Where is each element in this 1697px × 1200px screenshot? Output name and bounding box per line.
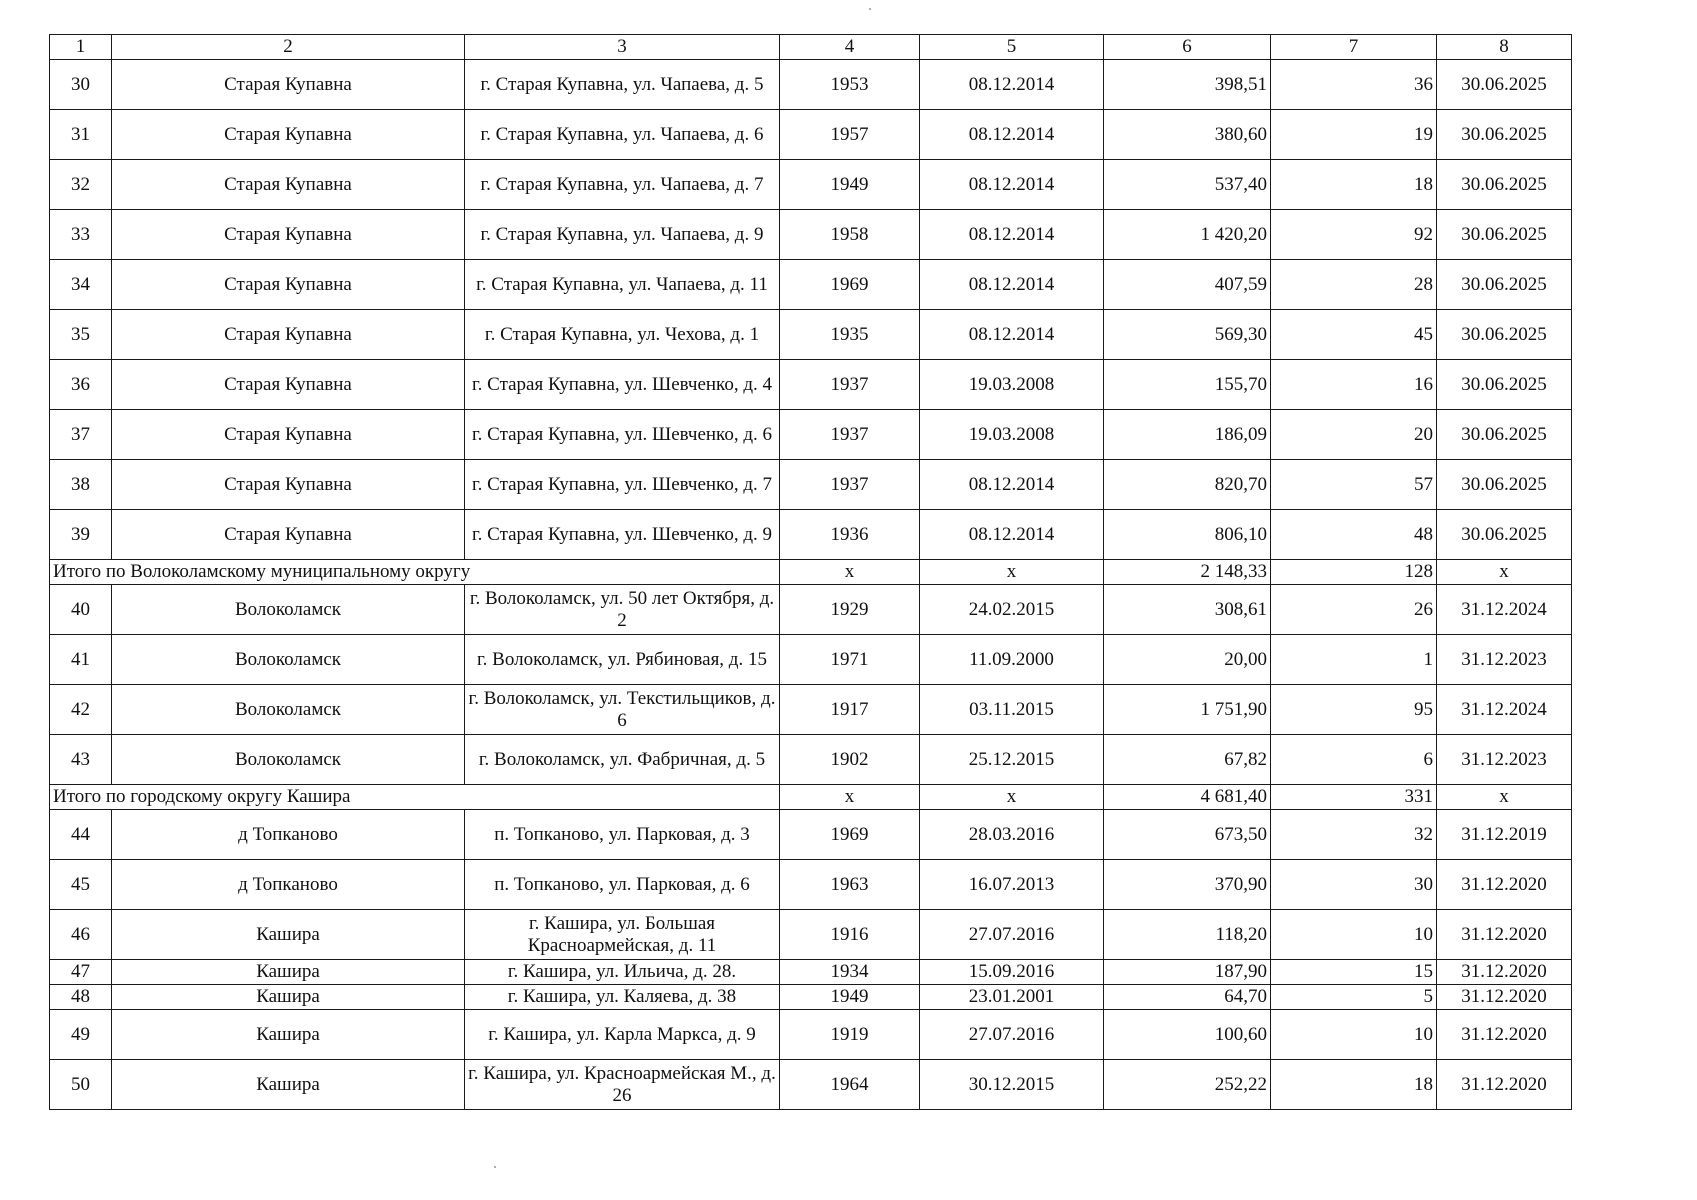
area-cell: 64,70 — [1104, 985, 1271, 1010]
residents-cell: 92 — [1271, 210, 1437, 260]
year-built-cell: 1949 — [780, 160, 920, 210]
deadline-cell: 31.12.2020 — [1437, 910, 1572, 960]
locality-cell: Старая Купавна — [112, 460, 465, 510]
area-cell: 537,40 — [1104, 160, 1271, 210]
locality-cell: Кашира — [112, 985, 465, 1010]
area-cell: 155,70 — [1104, 360, 1271, 410]
table-row — [50, 860, 1572, 910]
subtotal-label: Итого по Волоколамскому муниципальному округу — [50, 560, 780, 585]
subtotal-deadline-cell: х — [1437, 785, 1572, 810]
deadline-cell: 31.12.2024 — [1437, 585, 1572, 635]
table-row — [50, 60, 1572, 110]
locality-cell: д Топканово — [112, 860, 465, 910]
table-row — [50, 960, 1572, 985]
residents-cell: 16 — [1271, 360, 1437, 410]
residents-cell: 20 — [1271, 410, 1437, 460]
year-built-cell: 1971 — [780, 635, 920, 685]
residents-cell: 5 — [1271, 985, 1437, 1010]
row-number-cell: 47 — [50, 960, 112, 985]
date-cell: 08.12.2014 — [920, 110, 1104, 160]
year-built-cell: 1964 — [780, 1060, 920, 1110]
deadline-cell: 31.12.2023 — [1437, 635, 1572, 685]
row-number-cell: 35 — [50, 310, 112, 360]
locality-cell: Волоколамск — [112, 685, 465, 735]
table-row — [50, 210, 1572, 260]
area-cell: 1 751,90 — [1104, 685, 1271, 735]
area-cell: 67,82 — [1104, 735, 1271, 785]
table-row — [50, 1010, 1572, 1060]
row-number-cell: 37 — [50, 410, 112, 460]
year-built-cell: 1937 — [780, 460, 920, 510]
year-built-cell: 1936 — [780, 510, 920, 560]
subtotal-area-total-cell: 4 681,40 — [1104, 785, 1271, 810]
residents-cell: 28 — [1271, 260, 1437, 310]
area-cell: 252,22 — [1104, 1060, 1271, 1110]
row-number-cell: 48 — [50, 985, 112, 1010]
residents-cell: 30 — [1271, 860, 1437, 910]
subtotal-deadline-cell: х — [1437, 560, 1572, 585]
address-cell: г. Старая Купавна, ул. Шевченко, д. 9 — [465, 510, 780, 560]
year-built-cell: 1969 — [780, 260, 920, 310]
address-cell: г. Старая Купавна, ул. Шевченко, д. 4 — [465, 360, 780, 410]
area-cell: 380,60 — [1104, 110, 1271, 160]
table-row — [50, 810, 1572, 860]
date-cell: 30.12.2015 — [920, 1060, 1104, 1110]
year-built-cell: 1934 — [780, 960, 920, 985]
subtotal-date-cell: х — [920, 785, 1104, 810]
table-row — [50, 460, 1572, 510]
address-cell: г. Волоколамск, ул. Текстильщиков, д. 6 — [465, 685, 780, 735]
header-cell: 3 — [465, 35, 780, 60]
deadline-cell: 30.06.2025 — [1437, 210, 1572, 260]
date-cell: 19.03.2008 — [920, 360, 1104, 410]
residents-cell: 10 — [1271, 910, 1437, 960]
deadline-cell: 31.12.2020 — [1437, 1010, 1572, 1060]
date-cell: 08.12.2014 — [920, 510, 1104, 560]
deadline-cell: 30.06.2025 — [1437, 360, 1572, 410]
table-row — [50, 910, 1572, 960]
year-built-cell: 1937 — [780, 410, 920, 460]
deadline-cell: 30.06.2025 — [1437, 410, 1572, 460]
address-cell: г. Старая Купавна, ул. Чапаева, д. 5 — [465, 60, 780, 110]
year-built-cell: 1919 — [780, 1010, 920, 1060]
row-number-cell: 50 — [50, 1060, 112, 1110]
residents-cell: 15 — [1271, 960, 1437, 985]
table-row — [50, 310, 1572, 360]
locality-cell: д Топканово — [112, 810, 465, 860]
residents-cell: 26 — [1271, 585, 1437, 635]
address-cell: г. Волоколамск, ул. 50 лет Октября, д. 2 — [465, 585, 780, 635]
address-cell: г. Кашира, ул. Красноармейская М., д. 26 — [465, 1060, 780, 1110]
date-cell: 08.12.2014 — [920, 260, 1104, 310]
row-number-cell: 49 — [50, 1010, 112, 1060]
row-number-cell: 41 — [50, 635, 112, 685]
table-row — [50, 685, 1572, 735]
locality-cell: Кашира — [112, 1010, 465, 1060]
area-cell: 20,00 — [1104, 635, 1271, 685]
address-cell: п. Топканово, ул. Парковая, д. 6 — [465, 860, 780, 910]
table-row — [50, 510, 1572, 560]
year-built-cell: 1902 — [780, 735, 920, 785]
row-number-cell: 38 — [50, 460, 112, 510]
residents-cell: 36 — [1271, 60, 1437, 110]
address-cell: г. Старая Купавна, ул. Шевченко, д. 7 — [465, 460, 780, 510]
address-cell: г. Старая Купавна, ул. Чапаева, д. 11 — [465, 260, 780, 310]
row-number-cell: 42 — [50, 685, 112, 735]
row-number-cell: 44 — [50, 810, 112, 860]
date-cell: 19.03.2008 — [920, 410, 1104, 460]
date-cell: 08.12.2014 — [920, 160, 1104, 210]
subtotal-label: Итого по городскому округу Кашира — [50, 785, 780, 810]
date-cell: 15.09.2016 — [920, 960, 1104, 985]
locality-cell: Волоколамск — [112, 585, 465, 635]
address-cell: г. Кашира, ул. Ильича, д. 28. — [465, 960, 780, 985]
table-row — [50, 1060, 1572, 1110]
subtotal-residents-total-cell: 331 — [1271, 785, 1437, 810]
locality-cell: Старая Купавна — [112, 310, 465, 360]
header-cell: 7 — [1271, 35, 1437, 60]
locality-cell: Старая Купавна — [112, 510, 465, 560]
area-cell: 407,59 — [1104, 260, 1271, 310]
year-built-cell: 1935 — [780, 310, 920, 360]
year-built-cell: 1953 — [780, 60, 920, 110]
subtotal-row — [50, 785, 1572, 810]
area-cell: 186,09 — [1104, 410, 1271, 460]
year-built-cell: 1949 — [780, 985, 920, 1010]
header-cell: 8 — [1437, 35, 1572, 60]
deadline-cell: 31.12.2020 — [1437, 1060, 1572, 1110]
header-cell: 4 — [780, 35, 920, 60]
subtotal-year-built-cell: х — [780, 785, 920, 810]
table-row — [50, 160, 1572, 210]
register-table — [49, 34, 1572, 1110]
locality-cell: Старая Купавна — [112, 210, 465, 260]
row-number-cell: 40 — [50, 585, 112, 635]
locality-cell: Старая Купавна — [112, 410, 465, 460]
row-number-cell: 32 — [50, 160, 112, 210]
date-cell: 08.12.2014 — [920, 60, 1104, 110]
address-cell: г. Старая Купавна, ул. Шевченко, д. 6 — [465, 410, 780, 460]
scan-speck — [869, 8, 871, 10]
date-cell: 28.03.2016 — [920, 810, 1104, 860]
residents-cell: 95 — [1271, 685, 1437, 735]
address-cell: г. Кашира, ул. Карла Маркса, д. 9 — [465, 1010, 780, 1060]
date-cell: 16.07.2013 — [920, 860, 1104, 910]
row-number-cell: 43 — [50, 735, 112, 785]
address-cell: п. Топканово, ул. Парковая, д. 3 — [465, 810, 780, 860]
subtotal-residents-total-cell: 128 — [1271, 560, 1437, 585]
year-built-cell: 1916 — [780, 910, 920, 960]
area-cell: 370,90 — [1104, 860, 1271, 910]
deadline-cell: 31.12.2020 — [1437, 985, 1572, 1010]
address-cell: г. Старая Купавна, ул. Чапаева, д. 7 — [465, 160, 780, 210]
table-row — [50, 735, 1572, 785]
table-row — [50, 635, 1572, 685]
address-cell: г. Кашира, ул. Каляева, д. 38 — [465, 985, 780, 1010]
date-cell: 24.02.2015 — [920, 585, 1104, 635]
residents-cell: 6 — [1271, 735, 1437, 785]
row-number-cell: 33 — [50, 210, 112, 260]
column-number-header-row — [50, 35, 1572, 60]
area-cell: 673,50 — [1104, 810, 1271, 860]
deadline-cell: 31.12.2019 — [1437, 810, 1572, 860]
table-row — [50, 110, 1572, 160]
deadline-cell: 30.06.2025 — [1437, 260, 1572, 310]
date-cell: 11.09.2000 — [920, 635, 1104, 685]
area-cell: 398,51 — [1104, 60, 1271, 110]
date-cell: 08.12.2014 — [920, 310, 1104, 360]
date-cell: 08.12.2014 — [920, 460, 1104, 510]
row-number-cell: 30 — [50, 60, 112, 110]
residents-cell: 48 — [1271, 510, 1437, 560]
address-cell: г. Старая Купавна, ул. Чапаева, д. 6 — [465, 110, 780, 160]
header-cell: 1 — [50, 35, 112, 60]
year-built-cell: 1929 — [780, 585, 920, 635]
deadline-cell: 30.06.2025 — [1437, 510, 1572, 560]
deadline-cell: 31.12.2023 — [1437, 735, 1572, 785]
scan-speck — [494, 1166, 496, 1168]
header-cell: 5 — [920, 35, 1104, 60]
date-cell: 23.01.2001 — [920, 985, 1104, 1010]
subtotal-year-built-cell: х — [780, 560, 920, 585]
locality-cell: Старая Купавна — [112, 260, 465, 310]
row-number-cell: 45 — [50, 860, 112, 910]
locality-cell: Волоколамск — [112, 735, 465, 785]
deadline-cell: 30.06.2025 — [1437, 310, 1572, 360]
table-body — [50, 35, 1572, 1110]
area-cell: 118,20 — [1104, 910, 1271, 960]
locality-cell: Старая Купавна — [112, 110, 465, 160]
address-cell: г. Кашира, ул. Большая Красноармейская, д. 11 — [465, 910, 780, 960]
header-cell: 6 — [1104, 35, 1271, 60]
locality-cell: Старая Купавна — [112, 360, 465, 410]
year-built-cell: 1957 — [780, 110, 920, 160]
locality-cell: Волоколамск — [112, 635, 465, 685]
locality-cell: Старая Купавна — [112, 160, 465, 210]
locality-cell: Кашира — [112, 960, 465, 985]
deadline-cell: 31.12.2020 — [1437, 960, 1572, 985]
area-cell: 806,10 — [1104, 510, 1271, 560]
residents-cell: 19 — [1271, 110, 1437, 160]
date-cell: 25.12.2015 — [920, 735, 1104, 785]
year-built-cell: 1969 — [780, 810, 920, 860]
address-cell: г. Волоколамск, ул. Рябиновая, д. 15 — [465, 635, 780, 685]
deadline-cell: 31.12.2020 — [1437, 860, 1572, 910]
residents-cell: 45 — [1271, 310, 1437, 360]
area-cell: 187,90 — [1104, 960, 1271, 985]
row-number-cell: 31 — [50, 110, 112, 160]
date-cell: 27.07.2016 — [920, 1010, 1104, 1060]
address-cell: г. Старая Купавна, ул. Чапаева, д. 9 — [465, 210, 780, 260]
residents-cell: 10 — [1271, 1010, 1437, 1060]
year-built-cell: 1963 — [780, 860, 920, 910]
date-cell: 08.12.2014 — [920, 210, 1104, 260]
area-cell: 820,70 — [1104, 460, 1271, 510]
deadline-cell: 30.06.2025 — [1437, 110, 1572, 160]
header-cell: 2 — [112, 35, 465, 60]
subtotal-date-cell: х — [920, 560, 1104, 585]
year-built-cell: 1958 — [780, 210, 920, 260]
row-number-cell: 34 — [50, 260, 112, 310]
area-cell: 1 420,20 — [1104, 210, 1271, 260]
table-row — [50, 410, 1572, 460]
residents-cell: 1 — [1271, 635, 1437, 685]
residents-cell: 18 — [1271, 160, 1437, 210]
area-cell: 569,30 — [1104, 310, 1271, 360]
year-built-cell: 1937 — [780, 360, 920, 410]
locality-cell: Кашира — [112, 910, 465, 960]
date-cell: 27.07.2016 — [920, 910, 1104, 960]
address-cell: г. Старая Купавна, ул. Чехова, д. 1 — [465, 310, 780, 360]
deadline-cell: 30.06.2025 — [1437, 160, 1572, 210]
row-number-cell: 36 — [50, 360, 112, 410]
locality-cell: Старая Купавна — [112, 60, 465, 110]
subtotal-area-total-cell: 2 148,33 — [1104, 560, 1271, 585]
locality-cell: Кашира — [112, 1060, 465, 1110]
residents-cell: 32 — [1271, 810, 1437, 860]
table-row — [50, 985, 1572, 1010]
residents-cell: 18 — [1271, 1060, 1437, 1110]
subtotal-row — [50, 560, 1572, 585]
address-cell: г. Волоколамск, ул. Фабричная, д. 5 — [465, 735, 780, 785]
deadline-cell: 30.06.2025 — [1437, 460, 1572, 510]
area-cell: 100,60 — [1104, 1010, 1271, 1060]
year-built-cell: 1917 — [780, 685, 920, 735]
table-row — [50, 585, 1572, 635]
row-number-cell: 39 — [50, 510, 112, 560]
area-cell: 308,61 — [1104, 585, 1271, 635]
table-row — [50, 260, 1572, 310]
residents-cell: 57 — [1271, 460, 1437, 510]
deadline-cell: 31.12.2024 — [1437, 685, 1572, 735]
deadline-cell: 30.06.2025 — [1437, 60, 1572, 110]
date-cell: 03.11.2015 — [920, 685, 1104, 735]
table-row — [50, 360, 1572, 410]
row-number-cell: 46 — [50, 910, 112, 960]
